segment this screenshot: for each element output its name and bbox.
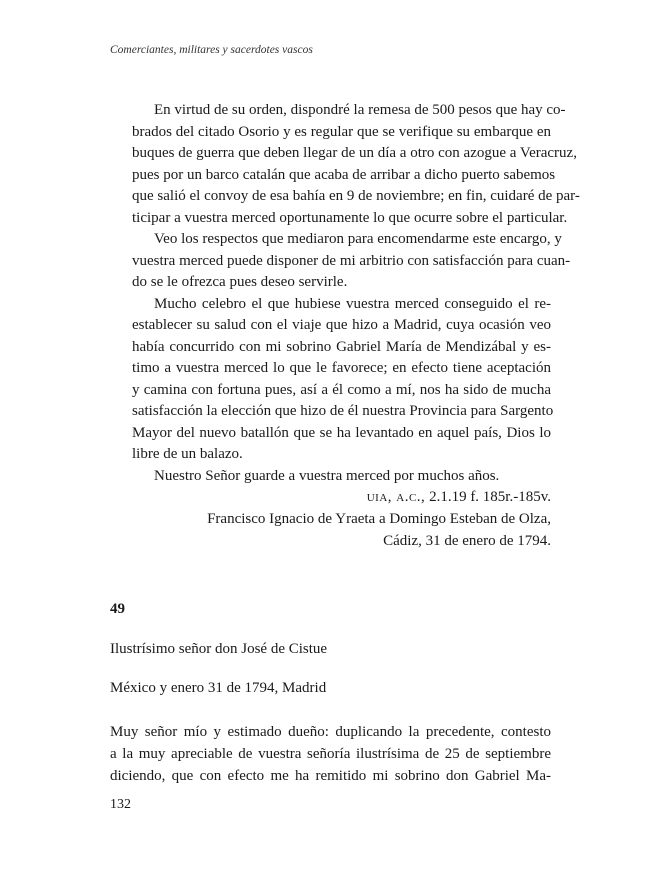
text-line: ticipar a vuestra merced oportunamente lo que ocurre sobre el particular. — [132, 209, 568, 226]
text-line: había concurrido con mi sobrino Gabriel María de Mendizábal y es- — [132, 338, 551, 355]
dateline: México y enero 31 de 1794, Madrid — [110, 680, 327, 696]
citation-archive: uia, a.c., — [366, 489, 426, 505]
paragraph-respectos — [110, 229, 571, 294]
citation-sender-recipient: Francisco Ignacio de Yraeta a Domingo Esteban de Olza, — [207, 511, 551, 527]
text-line: Mayor del nuevo batallón que se ha levantado en aquel país, Dios lo — [132, 424, 551, 441]
text-line: y camina con fortuna pues, así a él como a mí, nos ha sido de mucha — [132, 381, 551, 398]
citation-reference-line — [207, 486, 551, 508]
text-line: libre de un balazo. — [132, 446, 243, 462]
paragraph-salud — [110, 294, 554, 466]
text-line: En virtud de su orden, dispondré la remesa de 500 pesos que hay co- — [154, 102, 566, 118]
letter-start — [110, 721, 551, 787]
letter-body — [110, 100, 580, 487]
text-line: pues por un barco catalán que acaba de arribar a dicho puerto sabemos — [132, 166, 556, 183]
text-line: Muy señor mío y estimado dueño: duplicando la precedente, contesto — [110, 724, 551, 740]
text-line: buques de guerra que deben llegar de un día a otro con azogue a Veracruz, — [132, 145, 577, 161]
text-line: Veo los respectos que mediaron para encomendarme este encargo, y — [154, 231, 562, 247]
citation-place-date: Cádiz, 31 de enero de 1794. — [383, 533, 551, 549]
text-line: vuestra merced puede disponer de mi arbitrio con satisfacción para cuan- — [132, 252, 571, 269]
archive-citation — [207, 486, 551, 552]
text-line: brados del citado Osorio y es regular que se verifique su embarque en — [132, 123, 551, 140]
text-line: Mucho celebro el que hubiese vuestra merced conseguido el re- — [154, 295, 551, 312]
text-line: satisfacción la elección que hizo de él nuestra Provincia para Sargento — [132, 403, 554, 419]
text-line: timo a vuestra merced lo que le favorece; en efecto tiene aceptación — [132, 360, 551, 376]
addressee: Ilustrísimo señor don José de Cistue — [110, 641, 328, 657]
paragraph-closing — [110, 466, 551, 488]
paragraph-remesa — [110, 100, 580, 229]
page-number: 132 — [110, 797, 131, 812]
text-line: que salió el convoy de esa bahía en 9 de noviembre; en fin, cuidaré de par- — [132, 188, 580, 204]
running-head: Comerciantes, militares y sacerdotes vascos — [110, 44, 313, 56]
text-line: establecer su salud con el viaje que hizo a Madrid, cuya ocasión veo — [132, 317, 551, 333]
text-line: Nuestro Señor guarde a vuestra merced por muchos años. — [154, 467, 500, 484]
letter-number: 49 — [110, 601, 125, 617]
text-line: diciendo, que con efecto me ha remitido mi sobrino don Gabriel Ma- — [110, 768, 551, 784]
text-line: a la muy apreciable de vuestra señoría ilustrísima de 25 de septiembre — [110, 746, 551, 762]
citation-reference: 2.1.19 f. 185r.-185v. — [429, 489, 551, 505]
text-line: do se le ofrezca pues deseo servirle. — [132, 274, 348, 290]
